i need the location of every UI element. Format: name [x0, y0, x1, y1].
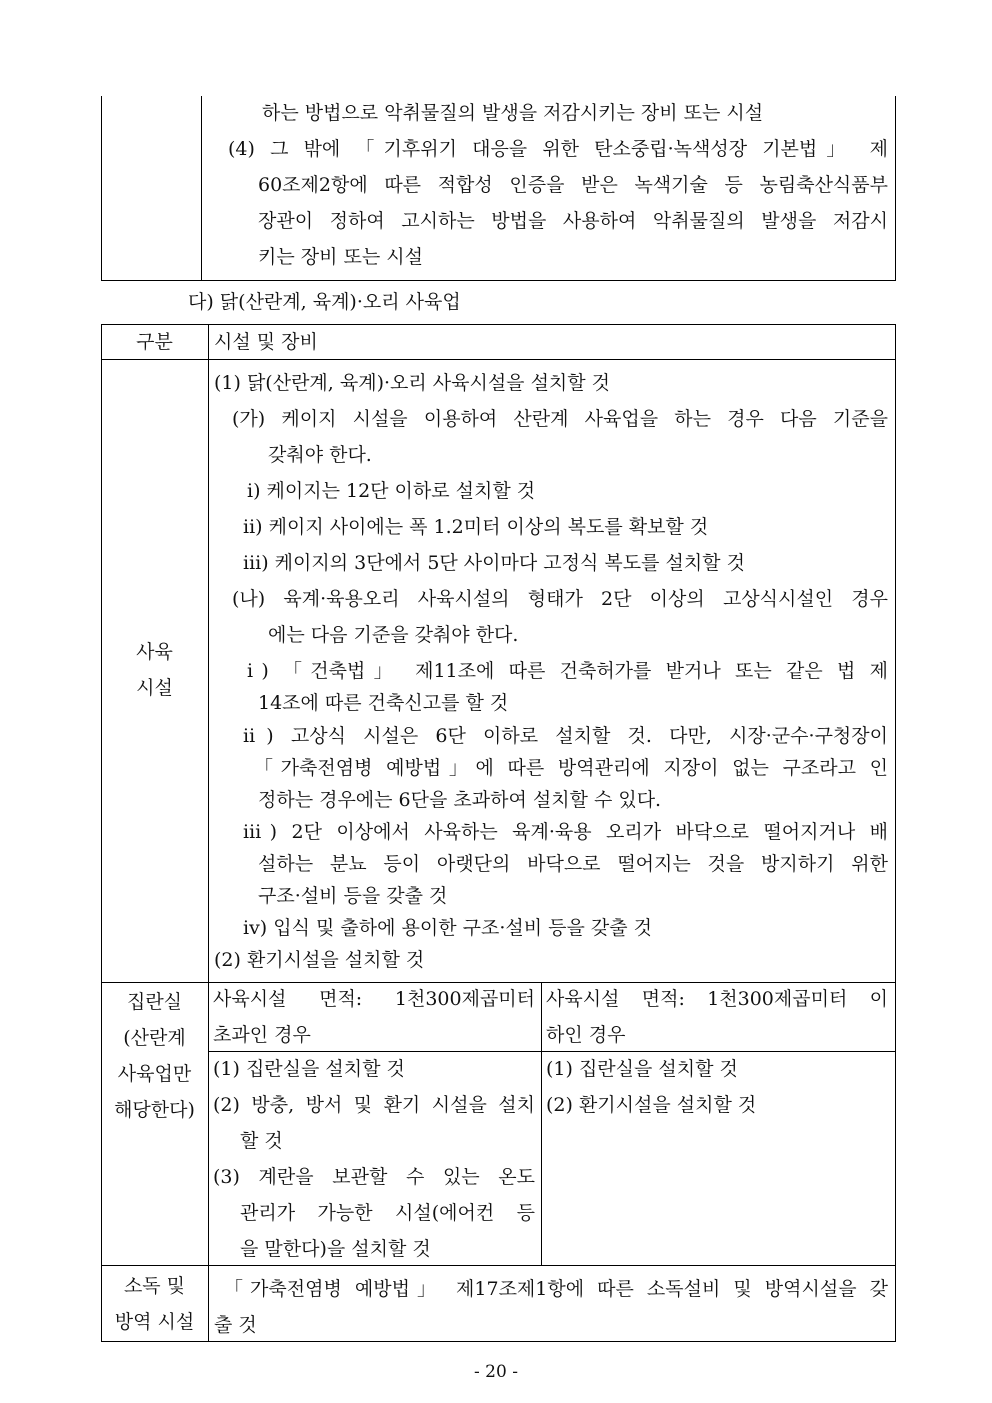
facility-line: 구조·설비 등을 갖출 것 — [258, 885, 448, 907]
egg-room-over-item: 할 것 — [240, 1130, 283, 1152]
disinfection-label-line-1: 소독 및 — [123, 1275, 186, 1297]
table1-item4-line-1: (4) 그 밖에 「기후위기 대응을 위한 탄소중립·녹색성장 기본법」 제 — [228, 138, 888, 160]
table1-item4-line-3: 장관이 정하여 고시하는 방법을 사용하여 악취물질의 발생을 저감시 — [258, 210, 888, 232]
egg-room-label-line-3: 사육업만 — [117, 1063, 192, 1085]
table1-item4-line-2: 60조제2항에 따른 적합성 인증을 받은 녹색기술 등 농림축산식품부 — [258, 174, 888, 196]
disinfection-label-line-2: 방역 시설 — [114, 1311, 195, 1333]
facility-line: (1) 닭(산란계, 육계)·오리 사육시설을 설치할 것 — [214, 372, 611, 394]
facility-line: 에는 다음 기준을 갖춰야 한다. — [268, 624, 519, 646]
table1-cont-line: 하는 방법으로 악취물질의 발생을 저감시키는 장비 또는 시설 — [262, 102, 764, 124]
facility-line: ⅱ) 고상식 시설은 6단 이하로 설치할 것. 다만, 시장·군수·구청장이 — [243, 725, 888, 747]
facility-line: (나) 육계·육용오리 사육시설의 형태가 2단 이상의 고상식시설인 경우 — [232, 588, 888, 610]
egg-room-over-item: 을 말한다)을 설치할 것 — [240, 1238, 431, 1260]
egg-room-label-line-2: (산란계 — [123, 1027, 186, 1049]
egg-room-under-item: (1) 집란실을 설치할 것 — [546, 1058, 738, 1080]
facility-line: ⅱ) 케이지 사이에는 폭 1.2미터 이상의 복도를 확보할 것 — [243, 516, 709, 538]
table2-header-facilities: 시설 및 장비 — [214, 331, 318, 353]
facility-line: 정하는 경우에는 6단을 초과하여 설치할 수 있다. — [258, 789, 662, 811]
facility-line: ⅰ) 「건축법」 제11조에 따른 건축허가를 받거나 또는 같은 법 제 — [247, 660, 888, 682]
egg-room-over-item: (2) 방충, 방서 및 환기 시설을 설치 — [213, 1094, 535, 1116]
facility-line: ⅰ) 케이지는 12단 이하로 설치할 것 — [247, 480, 536, 502]
egg-room-over-item: (1) 집란실을 설치할 것 — [213, 1058, 405, 1080]
disinfection-line: 「가축전염병 예방법」 제17조제1항에 따른 소독설비 및 방역시설을 갖 — [224, 1278, 888, 1300]
facility-line: 「가축전염병 예방법」에 따른 방역관리에 지장이 없는 구조라고 인 — [254, 757, 888, 779]
egg-room-label-line-1: 집란실 — [126, 991, 183, 1013]
egg-room-over-item: (3) 계란을 보관할 수 있는 온도 — [213, 1166, 535, 1188]
table1-item4-line-4: 키는 장비 또는 시설 — [258, 246, 423, 268]
facility-line: (2) 환기시설을 설치할 것 — [214, 949, 425, 971]
facility-label-line-1: 사육 — [136, 641, 173, 663]
table2-header-category: 구분 — [136, 331, 173, 353]
facility-line: ⅳ) 입식 및 출하에 용이한 구조·설비 등을 갖출 것 — [243, 917, 652, 939]
egg-room-under-header-line-1: 사육시설 면적: 1천300제곱미터 이 — [546, 988, 888, 1010]
section-heading: 다) 닭(산란계, 육계)·오리 사육업 — [188, 291, 461, 313]
facility-label-line-2: 시설 — [136, 677, 173, 699]
facility-line: ⅲ) 케이지의 3단에서 5단 사이마다 고정식 복도를 설치할 것 — [243, 552, 745, 574]
facility-line: ⅲ) 2단 이상에서 사육하는 육계·육용 오리가 바닥으로 떨어지거나 배 — [243, 821, 888, 843]
egg-room-under-header-line-2: 하인 경우 — [546, 1024, 626, 1046]
egg-room-over-item: 관리가 가능한 시설(에어컨 등 — [240, 1202, 535, 1224]
disinfection-line: 출 것 — [214, 1314, 257, 1336]
egg-room-over-header-line-1: 사육시설 면적: 1천300제곱미터 — [213, 988, 535, 1010]
egg-room-label-line-4: 해당한다) — [114, 1099, 195, 1121]
facility-line: 갖춰야 한다. — [268, 444, 372, 466]
facility-line: (가) 케이지 시설을 이용하여 산란계 사육업을 하는 경우 다음 기준을 — [232, 408, 888, 430]
egg-room-under-item: (2) 환기시설을 설치할 것 — [546, 1094, 757, 1116]
page-number: - 20 - — [474, 1362, 518, 1382]
facility-line: 설하는 분뇨 등이 아랫단의 바닥으로 떨어지는 것을 방지하기 위한 — [258, 853, 888, 875]
facility-line: 14조에 따른 건축신고를 할 것 — [258, 692, 509, 714]
egg-room-over-header-line-2: 초과인 경우 — [213, 1024, 311, 1046]
